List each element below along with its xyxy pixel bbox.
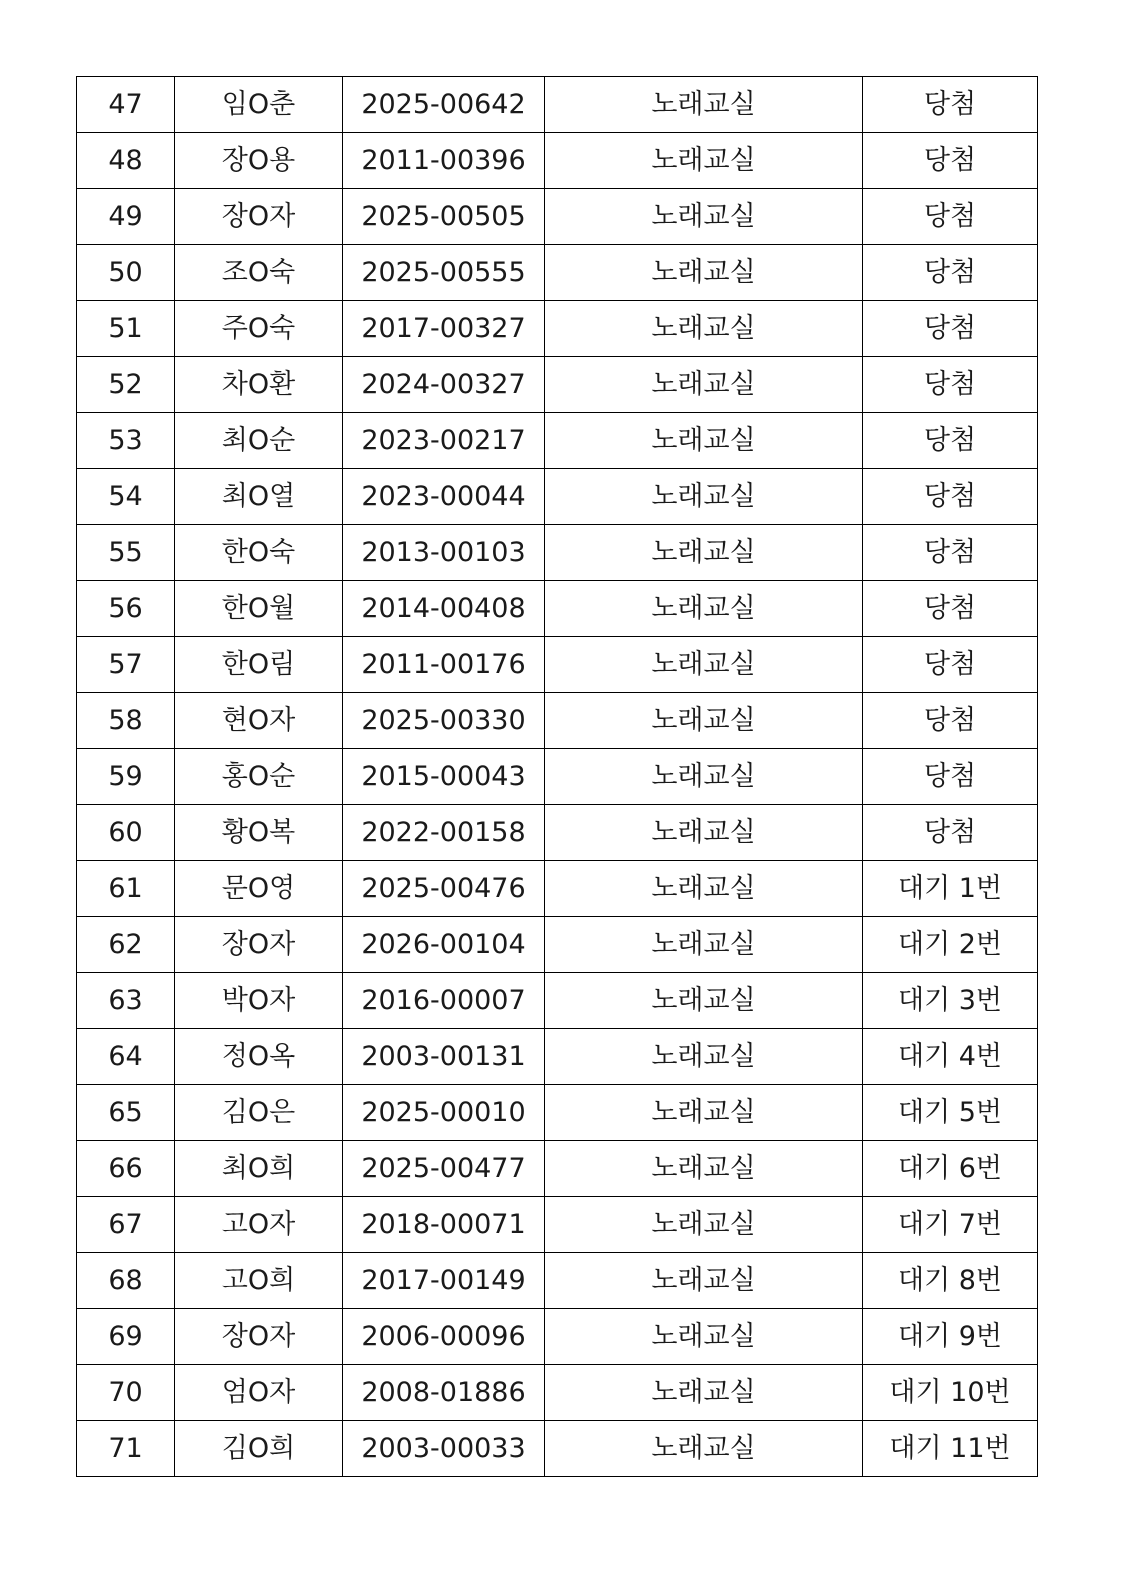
class-name-cell: 노래교실 xyxy=(545,525,863,581)
table-row xyxy=(77,917,1038,973)
applicant-name-cell: 한O림 xyxy=(175,637,343,693)
row-number-cell: 65 xyxy=(77,1085,175,1141)
registration-number-cell: 2006-00096 xyxy=(343,1309,545,1365)
applicant-name-cell: 임O춘 xyxy=(175,77,343,133)
registration-number-cell: 2024-00327 xyxy=(343,357,545,413)
class-name-cell: 노래교실 xyxy=(545,1365,863,1421)
registration-number-cell: 2008-01886 xyxy=(343,1365,545,1421)
result-status-cell: 대기 7번 xyxy=(863,1197,1038,1253)
result-status-cell: 당첨 xyxy=(863,245,1038,301)
class-name-cell: 노래교실 xyxy=(545,861,863,917)
applicant-name-cell: 차O환 xyxy=(175,357,343,413)
registration-number-cell: 2011-00396 xyxy=(343,133,545,189)
row-number-cell: 62 xyxy=(77,917,175,973)
result-status-cell: 대기 11번 xyxy=(863,1421,1038,1477)
class-name-cell: 노래교실 xyxy=(545,693,863,749)
applicant-name-cell: 홍O순 xyxy=(175,749,343,805)
registration-number-cell: 2014-00408 xyxy=(343,581,545,637)
result-status-cell: 대기 4번 xyxy=(863,1029,1038,1085)
applicant-name-cell: 현O자 xyxy=(175,693,343,749)
registration-number-cell: 2013-00103 xyxy=(343,525,545,581)
registration-number-cell: 2003-00033 xyxy=(343,1421,545,1477)
table-row xyxy=(77,133,1038,189)
table-row xyxy=(77,805,1038,861)
class-name-cell: 노래교실 xyxy=(545,301,863,357)
table-row xyxy=(77,413,1038,469)
row-number-cell: 61 xyxy=(77,861,175,917)
registration-number-cell: 2025-00010 xyxy=(343,1085,545,1141)
applicant-name-cell: 장O자 xyxy=(175,1309,343,1365)
registration-number-cell: 2015-00043 xyxy=(343,749,545,805)
applicant-name-cell: 정O옥 xyxy=(175,1029,343,1085)
applicant-name-cell: 김O희 xyxy=(175,1421,343,1477)
result-status-cell: 당첨 xyxy=(863,693,1038,749)
applicant-name-cell: 황O복 xyxy=(175,805,343,861)
result-status-cell: 대기 1번 xyxy=(863,861,1038,917)
registration-number-cell: 2023-00044 xyxy=(343,469,545,525)
result-status-cell: 당첨 xyxy=(863,525,1038,581)
table-row xyxy=(77,525,1038,581)
applicant-name-cell: 고O자 xyxy=(175,1197,343,1253)
row-number-cell: 71 xyxy=(77,1421,175,1477)
result-status-cell: 대기 2번 xyxy=(863,917,1038,973)
registration-number-cell: 2026-00104 xyxy=(343,917,545,973)
applicant-name-cell: 고O희 xyxy=(175,1253,343,1309)
class-name-cell: 노래교실 xyxy=(545,413,863,469)
result-status-cell: 당첨 xyxy=(863,189,1038,245)
result-status-cell: 당첨 xyxy=(863,77,1038,133)
result-status-cell: 당첨 xyxy=(863,413,1038,469)
table-row xyxy=(77,245,1038,301)
class-name-cell: 노래교실 xyxy=(545,1085,863,1141)
row-number-cell: 68 xyxy=(77,1253,175,1309)
row-number-cell: 58 xyxy=(77,693,175,749)
registration-number-cell: 2023-00217 xyxy=(343,413,545,469)
row-number-cell: 54 xyxy=(77,469,175,525)
applicant-name-cell: 조O숙 xyxy=(175,245,343,301)
result-status-cell: 대기 10번 xyxy=(863,1365,1038,1421)
table-row xyxy=(77,1421,1038,1477)
row-number-cell: 70 xyxy=(77,1365,175,1421)
class-name-cell: 노래교실 xyxy=(545,1029,863,1085)
class-name-cell: 노래교실 xyxy=(545,1141,863,1197)
table-row xyxy=(77,861,1038,917)
applicant-name-cell: 장O자 xyxy=(175,917,343,973)
registration-number-cell: 2018-00071 xyxy=(343,1197,545,1253)
table-row xyxy=(77,357,1038,413)
result-status-cell: 당첨 xyxy=(863,469,1038,525)
table-row xyxy=(77,1029,1038,1085)
class-name-cell: 노래교실 xyxy=(545,1253,863,1309)
result-status-cell: 당첨 xyxy=(863,637,1038,693)
table-row xyxy=(77,469,1038,525)
row-number-cell: 66 xyxy=(77,1141,175,1197)
class-name-cell: 노래교실 xyxy=(545,77,863,133)
registration-number-cell: 2025-00476 xyxy=(343,861,545,917)
class-name-cell: 노래교실 xyxy=(545,1197,863,1253)
row-number-cell: 60 xyxy=(77,805,175,861)
table-row xyxy=(77,1141,1038,1197)
registration-number-cell: 2003-00131 xyxy=(343,1029,545,1085)
lottery-result-table xyxy=(76,76,1038,1477)
result-status-cell: 당첨 xyxy=(863,133,1038,189)
row-number-cell: 52 xyxy=(77,357,175,413)
row-number-cell: 59 xyxy=(77,749,175,805)
result-status-cell: 대기 3번 xyxy=(863,973,1038,1029)
row-number-cell: 56 xyxy=(77,581,175,637)
applicant-name-cell: 최O순 xyxy=(175,413,343,469)
registration-number-cell: 2016-00007 xyxy=(343,973,545,1029)
result-status-cell: 당첨 xyxy=(863,581,1038,637)
applicant-name-cell: 엄O자 xyxy=(175,1365,343,1421)
result-status-cell: 당첨 xyxy=(863,357,1038,413)
registration-number-cell: 2025-00642 xyxy=(343,77,545,133)
class-name-cell: 노래교실 xyxy=(545,637,863,693)
applicant-name-cell: 한O숙 xyxy=(175,525,343,581)
table-row xyxy=(77,189,1038,245)
table-row xyxy=(77,1085,1038,1141)
table-row xyxy=(77,1197,1038,1253)
row-number-cell: 51 xyxy=(77,301,175,357)
table-row xyxy=(77,749,1038,805)
class-name-cell: 노래교실 xyxy=(545,245,863,301)
table-row xyxy=(77,693,1038,749)
row-number-cell: 55 xyxy=(77,525,175,581)
registration-number-cell: 2017-00327 xyxy=(343,301,545,357)
registration-number-cell: 2017-00149 xyxy=(343,1253,545,1309)
row-number-cell: 67 xyxy=(77,1197,175,1253)
table-row xyxy=(77,1365,1038,1421)
applicant-name-cell: 박O자 xyxy=(175,973,343,1029)
row-number-cell: 57 xyxy=(77,637,175,693)
row-number-cell: 64 xyxy=(77,1029,175,1085)
table-row xyxy=(77,581,1038,637)
row-number-cell: 63 xyxy=(77,973,175,1029)
class-name-cell: 노래교실 xyxy=(545,973,863,1029)
applicant-name-cell: 장O용 xyxy=(175,133,343,189)
result-status-cell: 대기 5번 xyxy=(863,1085,1038,1141)
applicant-name-cell: 주O숙 xyxy=(175,301,343,357)
class-name-cell: 노래교실 xyxy=(545,581,863,637)
table-row xyxy=(77,973,1038,1029)
table-row xyxy=(77,77,1038,133)
row-number-cell: 69 xyxy=(77,1309,175,1365)
class-name-cell: 노래교실 xyxy=(545,917,863,973)
registration-number-cell: 2025-00477 xyxy=(343,1141,545,1197)
result-status-cell: 당첨 xyxy=(863,301,1038,357)
applicant-name-cell: 최O희 xyxy=(175,1141,343,1197)
row-number-cell: 47 xyxy=(77,77,175,133)
table-row xyxy=(77,301,1038,357)
result-status-cell: 대기 9번 xyxy=(863,1309,1038,1365)
result-status-cell: 당첨 xyxy=(863,805,1038,861)
table-row xyxy=(77,1253,1038,1309)
class-name-cell: 노래교실 xyxy=(545,1421,863,1477)
applicant-name-cell: 장O자 xyxy=(175,189,343,245)
class-name-cell: 노래교실 xyxy=(545,469,863,525)
registration-number-cell: 2025-00555 xyxy=(343,245,545,301)
registration-number-cell: 2022-00158 xyxy=(343,805,545,861)
registration-number-cell: 2025-00505 xyxy=(343,189,545,245)
row-number-cell: 53 xyxy=(77,413,175,469)
table-body xyxy=(77,77,1038,1477)
class-name-cell: 노래교실 xyxy=(545,749,863,805)
applicant-name-cell: 김O은 xyxy=(175,1085,343,1141)
class-name-cell: 노래교실 xyxy=(545,357,863,413)
registration-number-cell: 2011-00176 xyxy=(343,637,545,693)
applicant-name-cell: 문O영 xyxy=(175,861,343,917)
applicant-name-cell: 최O열 xyxy=(175,469,343,525)
row-number-cell: 48 xyxy=(77,133,175,189)
result-status-cell: 대기 6번 xyxy=(863,1141,1038,1197)
class-name-cell: 노래교실 xyxy=(545,133,863,189)
table-row xyxy=(77,1309,1038,1365)
registration-number-cell: 2025-00330 xyxy=(343,693,545,749)
row-number-cell: 49 xyxy=(77,189,175,245)
class-name-cell: 노래교실 xyxy=(545,189,863,245)
row-number-cell: 50 xyxy=(77,245,175,301)
class-name-cell: 노래교실 xyxy=(545,805,863,861)
class-name-cell: 노래교실 xyxy=(545,1309,863,1365)
table-row xyxy=(77,637,1038,693)
result-status-cell: 당첨 xyxy=(863,749,1038,805)
applicant-name-cell: 한O월 xyxy=(175,581,343,637)
result-status-cell: 대기 8번 xyxy=(863,1253,1038,1309)
